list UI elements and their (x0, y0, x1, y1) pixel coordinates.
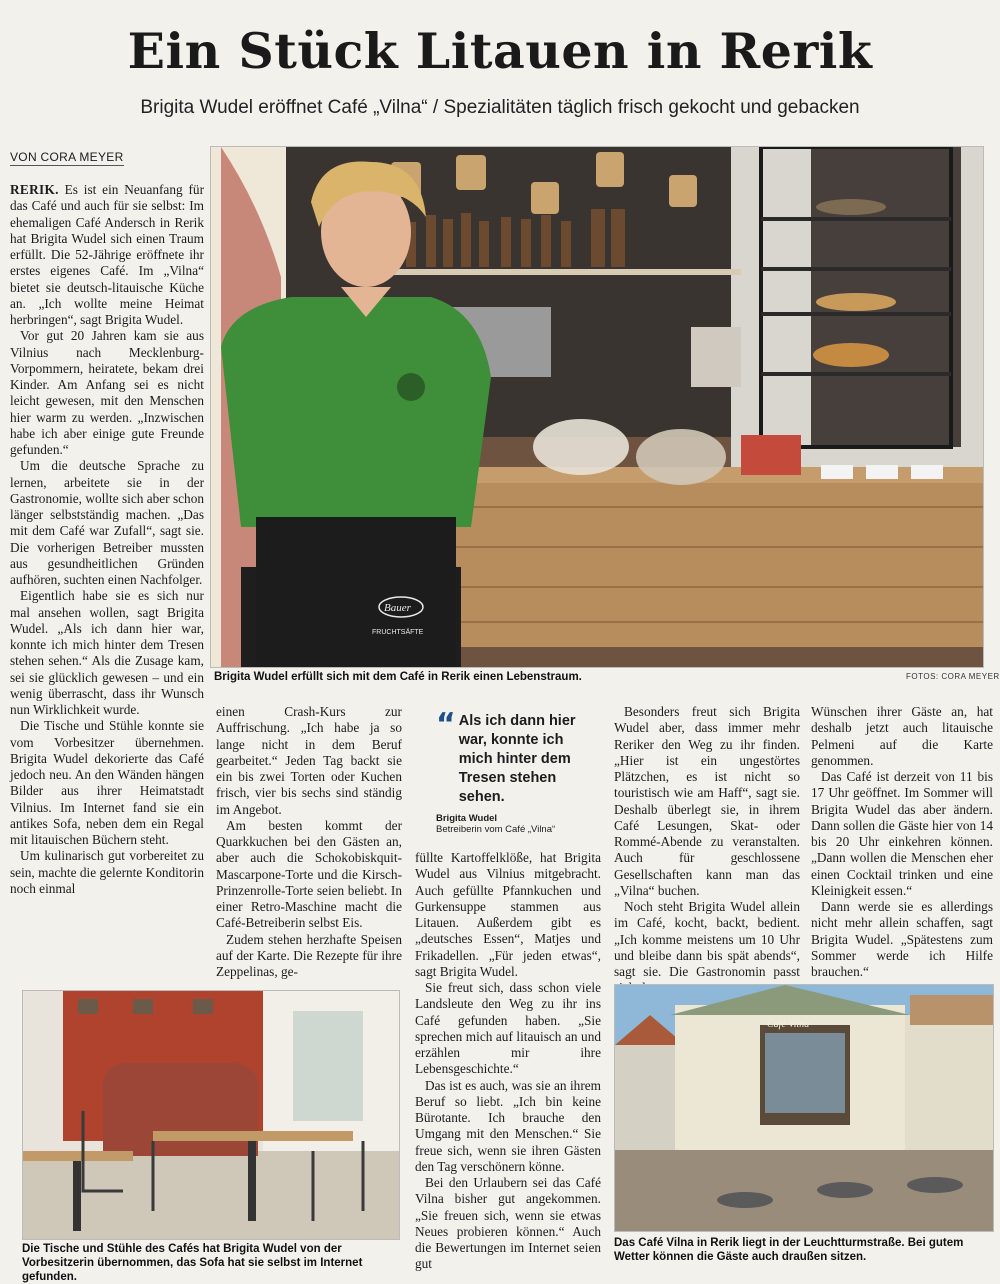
headline: Ein Stück Litauen in Rerik (127, 22, 873, 80)
interior-photo (22, 990, 400, 1240)
paragraph: Dann werde sie es allerdings nicht mehr allein schaffen, sagt Brigita Wudel. „Spätestens zum Sommer werde ich Hilfe brauchen.“ (811, 899, 993, 979)
paragraph: Zudem stehen herzhafte Speisen auf der Karte. Die Rezepte für ihre Zeppelinas, ge- (216, 931, 402, 979)
paragraph: Sie freut sich, dass schon viele Landsleute den Weg zu ihr ins Café gefunden haben. „Sie sprechen mich auf litauisch an und erzählen mir ihre Lebensgeschichte.“ (415, 980, 601, 1077)
photo-credit: FOTOS: CORA MEYER (906, 672, 1000, 681)
byline: VON CORA MEYER (10, 150, 124, 164)
paragraph: Wünschen ihrer Gäste an, hat deshalb jetzt auch litauische Pelmeni auf die Karte genommen. (811, 704, 993, 768)
column-2 (216, 704, 402, 980)
main-photo-illustration (211, 147, 983, 667)
paragraph: Bei den Urlaubern sei das Café Vilna bisher gut angekommen. „Sie freuen sich, wenn sie etwas Neues probieren können.“ Auch die Bewertungen im Internet seien gut (415, 1175, 601, 1272)
paragraph: Besonders freut sich Brigita Wudel aber, dass immer mehr Reriker den Weg zu ihr finden. „Hier ist ein ungestörtes Plätzchen, es ist nicht so touristisch wie am Haff“, sagt sie. Deshalb überlegt sie, in ihrem Café Lesungen, Skat- oder Rommé-Abende zu veranstalten. Auch für geschlossene Gesellschaften kann man das „Vilna“ buchen. (614, 704, 800, 898)
paragraph: Das Café ist derzeit von 11 bis 17 Uhr geöffnet. Im Sommer will Brigita Wudel das aber ändern. Dann sollen die Gäste hier von 14 bis 20 Uhr einkehren können. „Dann wollen die Menschen eher einen Cocktail trinken und eine Kleinigkeit essen.“ (811, 769, 993, 898)
paragraph: Um die deutsche Sprache zu lernen, arbeitete sie in der Gastronomie, wollte sich aber schon länger selbstständig machen. „Das mit dem Café war Zufall“, sagt sie. Die vorherigen Betreiber mussten aus gesundheitlichen Gründen aufhören, suchten einen Nachfolger. (10, 458, 204, 587)
pull-quote (436, 707, 586, 835)
paragraph: Eigentlich habe sie es sich nur mal ansehen wollen, sagt Brigita Wudel. „Als ich dann hier war, konnte ich mich hinter dem Tresen stehen sehen.“ Als die Zusage kam, sei sie glücklich gewesen – und ein wenig überrascht, dass ihr Wunsch nun Wirklichkeit wurde. (10, 588, 204, 717)
paragraph: Am besten kommt der Quarkkuchen bei den Gästen an, aber auch die Schokobiskquit-Mascarpone-Torte und die Kirsch-Prinzenrolle-Torte seien beliebt. In einer Retro-Maschine macht die Café-Betreiberin selbst Eis. (216, 817, 402, 931)
subheadline: Brigita Wudel eröffnet Café „Vilna“ / Spezialitäten täglich frisch gekocht und gebacken (140, 97, 860, 118)
column-1 (10, 182, 204, 897)
paragraph: Die Tische und Stühle konnte sie vom Vorbesitzer übernehmen. Brigita Wudel dekorierte das Café jedoch neu. An den Wänden hängen Bilder aus ihrer Heimatstadt Vilnius. Im Internet fand sie ein antikes Sofa, neben dem ein Regal mit litauischen Büchern steht. (10, 718, 204, 847)
main-photo (210, 146, 984, 668)
paragraph: Vor gut 20 Jahren kam sie aus Vilnius nach Mecklenburg-Vorpommern, heiratete, bekam drei Kinder. Am Anfang sei es nicht leicht gewesen, mit den Menschen hier warm zu werden. „Inzwischen habe ich aber einige gute Freunde gefunden.“ (10, 328, 204, 457)
apron-logo: Bauer (384, 602, 411, 614)
cafe-sign: Café Vilna (767, 1019, 810, 1030)
column-4 (811, 704, 993, 980)
dateline: RERIK. (10, 182, 59, 197)
quote-text: Als ich dann hier war, konnte ich mich hinter dem Tresen stehen sehen. (458, 713, 576, 805)
paragraph-text: Es ist ein Neuanfang für das Café und auch für sie selbst: Im ehemaligen Café Andersch in Rerik hat Brigita Wudel sich einen Traum erfüllt. Die 52-Jährige eröffnete ihr erstes eigenes Café. Im „Vilna“ bietet sie deutsch-litauische Küche an. „Ich wollte meine Heimat herbringen“, sagt Brigita Wudel. (10, 182, 204, 327)
column-2b (415, 850, 601, 1273)
paragraph (10, 182, 204, 328)
apron-text: FRUCHTSÄFTE (372, 629, 424, 636)
paragraph: füllte Kartoffelklöße, hat Brigita Wudel aus Vilnius mitgebracht. Auch gefüllte Pfannkuchen und Gurkensuppe stammen aus Litauen. Außerdem gibt es „deutsches Essen“, Matjes und Frikadellen. „Für jeden etwas“, sagt Brigita Wudel. (415, 850, 601, 979)
exterior-photo-caption: Das Café Vilna in Rerik liegt in der Leuchtturmstraße. Bei gutem Wetter können die Gäste auch draußen sitzen. (614, 1237, 964, 1263)
column-3 (614, 704, 800, 997)
exterior-photo (614, 984, 994, 1232)
paragraph: Noch steht Brigita Wudel allein im Café, kocht, backt, bedient. „Ich komme meistens um 10 Uhr und bleibe dann bis spät abends“, sagt sie. Die Gastronomin passt (614, 899, 800, 979)
interior-photo-illustration (23, 991, 399, 1239)
main-photo-caption: Brigita Wudel erfüllt sich mit dem Café in Rerik einen Lebenstraum. (214, 671, 582, 683)
quote-author: Brigita Wudel (436, 813, 498, 824)
paragraph: einen Crash-Kurs zur Auffrischung. „Ich habe ja so lange nicht in dem Beruf gearbeitet.“ Jeden Tag backt sie ein bis zwei Torten oder Kuchen frisch, vier bis sechs sind ständig im Angebot. (216, 704, 402, 817)
paragraph: Um kulinarisch gut vorbereitet zu sein, machte die gelernte Konditorin noch einmal (10, 848, 204, 896)
paragraph: Das ist es auch, was sie an ihrem Beruf so liebt. „Ich bin keine Bürotante. Ich brauche den Umgang mit den Menschen.“ Sie freue sich, wenn sie ihren Gästen den Tag verschönern könne. (415, 1077, 601, 1174)
interior-photo-caption: Die Tische und Stühle des Cafés hat Brigita Wudel von der Vorbesitzerin übernommen, das Sofa hat sie selbst im Internet gefunden. (22, 1243, 363, 1283)
quote-icon: “ (436, 707, 456, 742)
exterior-photo-illustration (615, 985, 993, 1231)
quote-role: Betreiberin vom Café „Vilna“ (436, 824, 556, 835)
